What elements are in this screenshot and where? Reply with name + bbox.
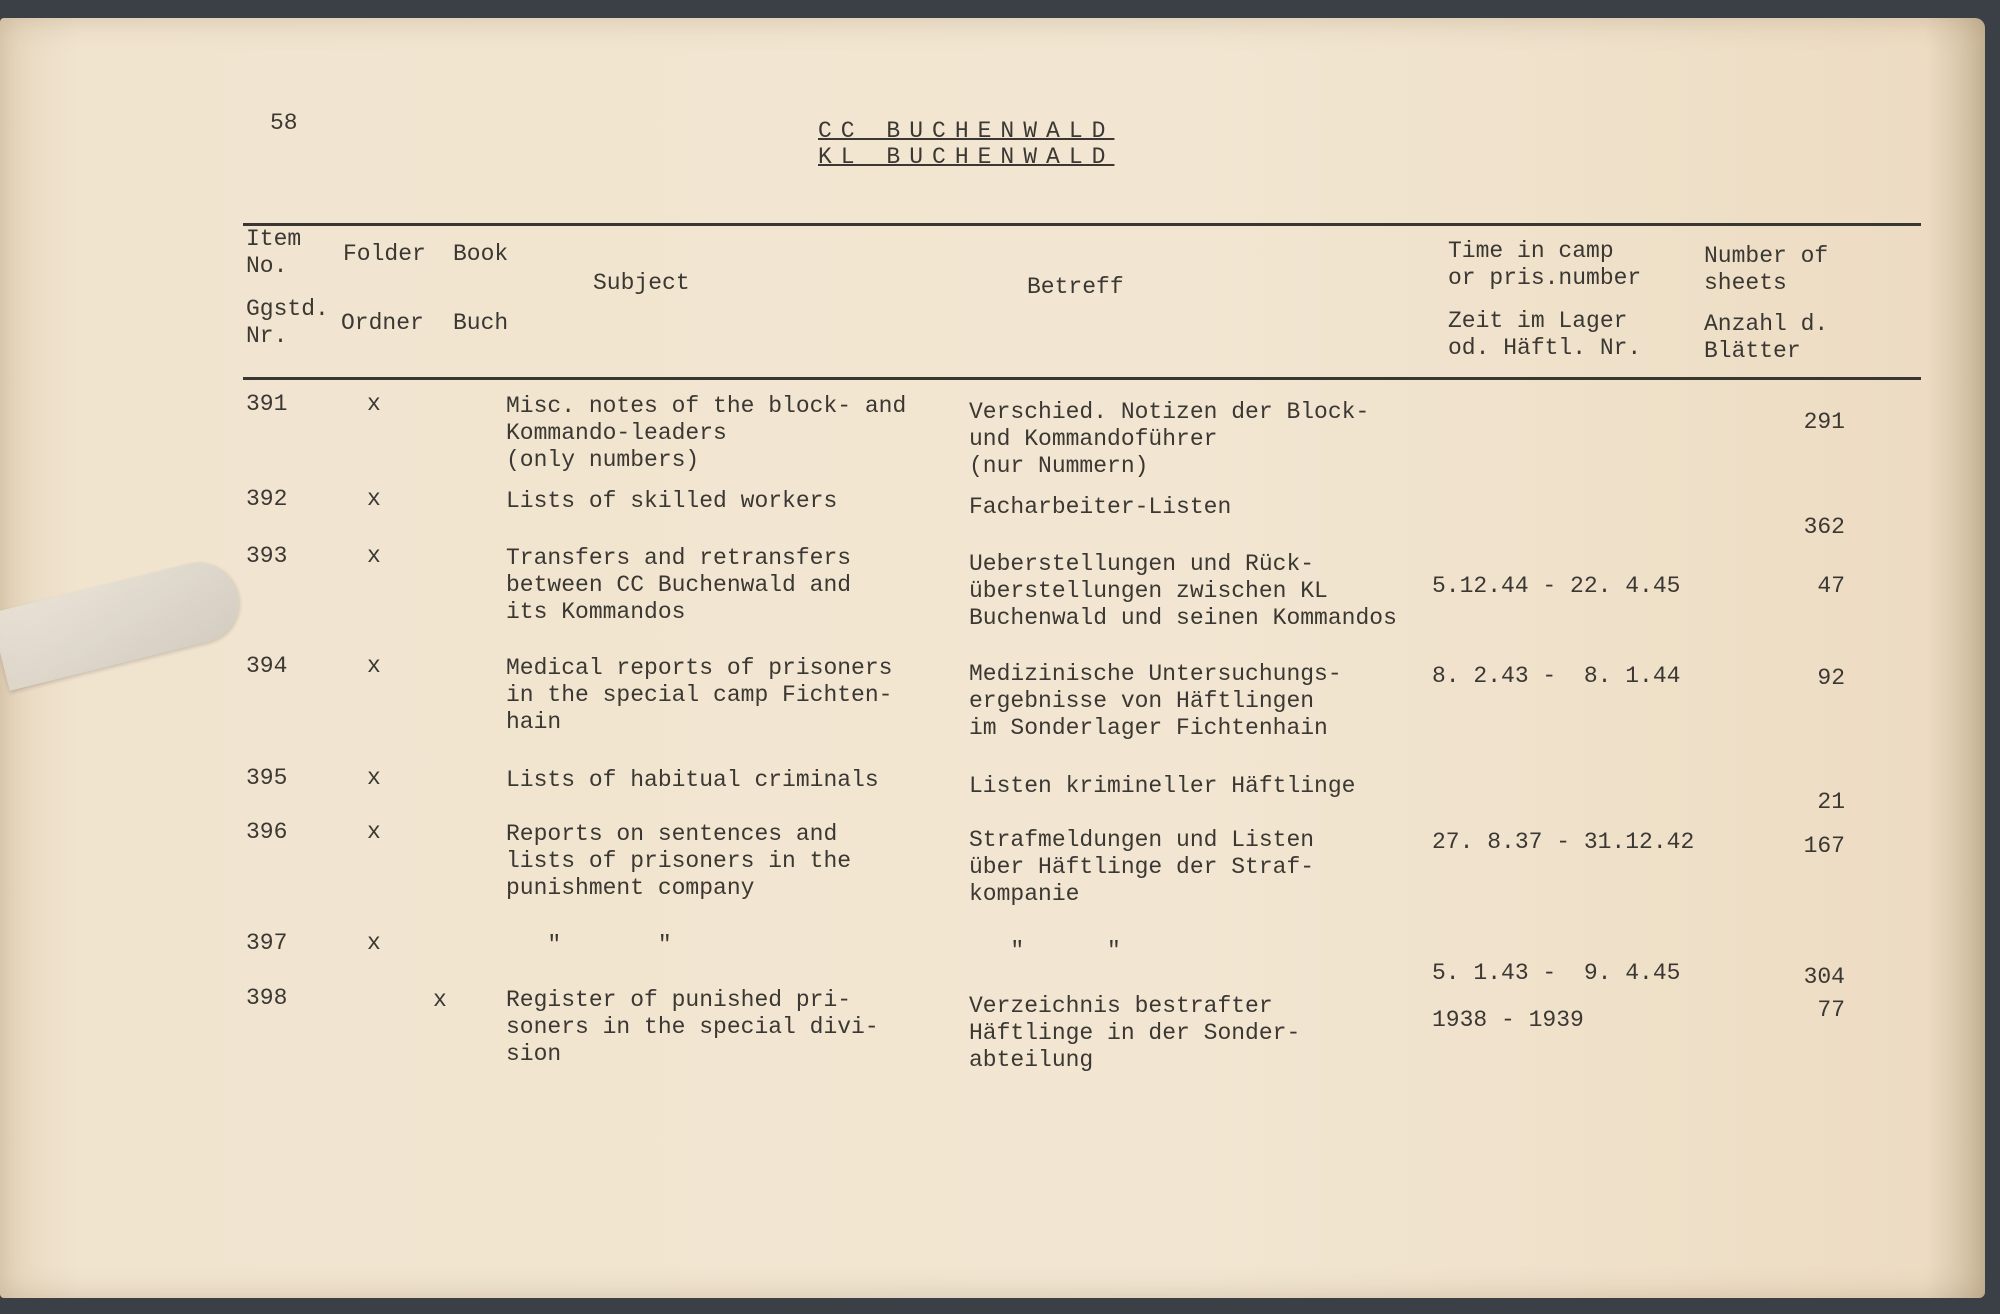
row-folder-mark: x [367, 930, 381, 956]
row-sheets: 47 [1817, 573, 1845, 599]
row-subject: Register of punished pri- soners in the special divi- sion [506, 987, 879, 1067]
row-time: 27. 8.37 - 31.12.42 [1432, 829, 1695, 855]
title-de: KL BUCHENWALD [818, 144, 1115, 170]
row-folder-mark: x [367, 486, 381, 512]
header-item-de: Ggstd. Nr. [246, 296, 329, 349]
header-bottom-rule [243, 377, 1921, 380]
header-folder-en: Folder [343, 241, 426, 267]
row-subject: Medical reports of prisoners in the special camp Fichten- hain [506, 655, 893, 735]
row-item-number: 393 [246, 543, 288, 569]
row-sheets: 77 [1817, 997, 1845, 1023]
header-subject: Subject [593, 270, 690, 296]
row-item-number: 397 [246, 930, 288, 956]
header-item-en: Item No. [246, 226, 302, 279]
row-sheets: 167 [1803, 833, 1845, 859]
row-folder-mark: x [367, 391, 381, 417]
row-subject: Lists of habitual criminals [506, 767, 879, 793]
row-folder-mark: x [367, 653, 381, 679]
header-sheets-de: Anzahl d. Blätter [1704, 311, 1829, 364]
row-betreff: Facharbeiter-Listen [969, 494, 1232, 520]
row-subject: Reports on sentences and lists of prisoners in the punishment company [506, 821, 852, 901]
header-time-en: Time in camp or pris.number [1448, 238, 1642, 291]
row-betreff: Strafmeldungen und Listen über Häftlinge der Straf- kompanie [969, 827, 1315, 907]
row-folder-mark: x [367, 819, 381, 845]
row-betreff: Listen krimineller Häftlinge [969, 773, 1356, 799]
row-time: 1938 - 1939 [1432, 1007, 1584, 1033]
row-subject: Misc. notes of the block- and Kommando-leaders (only numbers) [506, 393, 907, 473]
row-betreff: Verzeichnis bestrafter Häftlinge in der Sonder- abteilung [969, 993, 1301, 1073]
row-sheets: 291 [1803, 409, 1845, 435]
row-item-number: 396 [246, 819, 288, 845]
row-betreff: " " [969, 938, 1121, 964]
header-book-de: Buch [453, 310, 509, 336]
row-item-number: 392 [246, 486, 288, 512]
row-sheets: 92 [1817, 665, 1845, 691]
header-top-rule [243, 223, 1921, 226]
row-subject: " " [506, 932, 672, 958]
header-folder-de: Ordner [341, 310, 424, 336]
header-betreff: Betreff [1027, 274, 1124, 300]
title-en: CC BUCHENWALD [818, 118, 1115, 144]
row-subject: Transfers and retransfers between CC Buchenwald and its Kommandos [506, 545, 852, 625]
row-folder-mark: x [367, 543, 381, 569]
row-item-number: 398 [246, 985, 288, 1011]
row-time: 5.12.44 - 22. 4.45 [1432, 573, 1681, 599]
row-subject: Lists of skilled workers [506, 488, 838, 514]
row-book-mark: x [433, 987, 447, 1013]
row-sheets: 21 [1817, 789, 1845, 815]
row-betreff: Ueberstellungen und Rück- überstellungen zwischen KL Buchenwald und seinen Kommandos [969, 551, 1397, 631]
row-item-number: 394 [246, 653, 288, 679]
header-book-en: Book [453, 241, 509, 267]
row-sheets: 304 [1803, 964, 1845, 990]
row-item-number: 391 [246, 391, 288, 417]
page-number: 58 [270, 110, 298, 136]
row-betreff: Medizinische Untersuchungs- ergebnisse von Häftlingen im Sonderlager Fichtenhain [969, 661, 1342, 741]
row-sheets: 362 [1803, 514, 1845, 540]
header-sheets-en: Number of sheets [1704, 243, 1829, 296]
row-time: 8. 2.43 - 8. 1.44 [1432, 663, 1681, 689]
row-time: 5. 1.43 - 9. 4.45 [1432, 960, 1681, 986]
row-betreff: Verschied. Notizen der Block- und Kommandoführer (nur Nummern) [969, 399, 1370, 479]
row-item-number: 395 [246, 765, 288, 791]
row-folder-mark: x [367, 765, 381, 791]
document-page [0, 18, 1985, 1298]
header-time-de: Zeit im Lager od. Häftl. Nr. [1448, 308, 1642, 361]
